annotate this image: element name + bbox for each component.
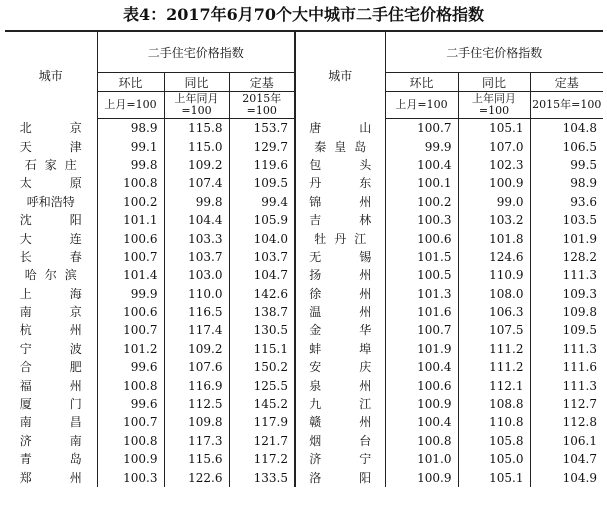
base-cell-left: 103.7 — [229, 248, 295, 266]
yoy-cell-right: 101.8 — [458, 229, 530, 247]
yoy-cell-right: 105.1 — [458, 468, 530, 486]
yoy-header-left: 同比 — [164, 73, 229, 92]
base-cell-left: 99.4 — [229, 193, 295, 211]
mom-header-left: 环比 — [97, 73, 164, 92]
mom-cell-left: 100.2 — [97, 193, 164, 211]
mom-cell-right: 101.5 — [385, 248, 458, 266]
city-cell-right — [295, 450, 385, 468]
table-row — [5, 340, 603, 358]
city-name: 哈尔滨 — [24, 268, 77, 283]
base-cell-left: 150.2 — [229, 358, 295, 376]
city-cell-left — [5, 248, 97, 266]
city-cell-right — [295, 395, 385, 413]
yoy-cell-right: 103.2 — [458, 211, 530, 229]
base-cell-left: 129.7 — [229, 137, 295, 155]
mom-cell-right: 100.8 — [385, 432, 458, 450]
yoy-cell-right: 124.6 — [458, 248, 530, 266]
index-group-header-left: 二手住宅价格指数 — [97, 31, 295, 73]
mom-cell-left: 100.7 — [97, 248, 164, 266]
base-cell-left: 125.5 — [229, 376, 295, 394]
base-cell-left: 142.6 — [229, 285, 295, 303]
yoy-cell-left: 103.3 — [164, 229, 229, 247]
base-cell-right: 112.7 — [530, 395, 603, 413]
base-cell-left: 104.0 — [229, 229, 295, 247]
mom-cell-right: 100.6 — [385, 229, 458, 247]
city-cell-right — [295, 119, 385, 138]
yoy-cell-left: 115.8 — [164, 119, 229, 138]
base-cell-right: 93.6 — [530, 193, 603, 211]
mom-cell-left: 99.6 — [97, 358, 164, 376]
mom-cell-right: 100.6 — [385, 376, 458, 394]
city-cell-left — [5, 229, 97, 247]
city-cell-left — [5, 358, 97, 376]
table-row — [5, 211, 603, 229]
city-name: 唐山 — [309, 120, 372, 135]
city-cell-left — [5, 156, 97, 174]
city-name: 牡丹江 — [314, 231, 367, 246]
base-cell-left: 105.9 — [229, 211, 295, 229]
city-cell-right — [295, 468, 385, 486]
table-row — [5, 395, 603, 413]
table-row — [5, 285, 603, 303]
city-cell-right — [295, 358, 385, 376]
mom-sub-header-left: 上月=100 — [97, 92, 164, 119]
yoy-header-right: 同比 — [458, 73, 530, 92]
city-cell-right — [295, 340, 385, 358]
yoy-cell-right: 100.9 — [458, 174, 530, 192]
table-row — [5, 450, 603, 468]
base-cell-left: 145.2 — [229, 395, 295, 413]
table-row — [5, 229, 603, 247]
yoy-cell-left: 109.2 — [164, 340, 229, 358]
table-row — [5, 303, 603, 321]
city-cell-left — [5, 321, 97, 339]
table-row — [5, 156, 603, 174]
mom-sub-header-right: 上月=100 — [385, 92, 458, 119]
mom-cell-left: 99.6 — [97, 395, 164, 413]
city-name: 石家庄 — [24, 157, 77, 172]
city-name: 福州 — [19, 378, 82, 393]
yoy-cell-left: 117.3 — [164, 432, 229, 450]
city-cell-right — [295, 303, 385, 321]
city-cell-right — [295, 266, 385, 284]
city-name: 无锡 — [309, 249, 372, 264]
table-row — [5, 248, 603, 266]
yoy-cell-left: 110.0 — [164, 285, 229, 303]
table-title: 表4：2017年6月70个大中城市二手住宅价格指数 — [122, 5, 485, 24]
city-name: 洛阳 — [309, 470, 372, 485]
mom-cell-left: 100.8 — [97, 174, 164, 192]
city-cell-right — [295, 413, 385, 431]
mom-cell-right: 100.9 — [385, 395, 458, 413]
city-cell-right — [295, 321, 385, 339]
mom-cell-right: 100.4 — [385, 358, 458, 376]
yoy-sub-header-right: 上年同月=100 — [458, 92, 530, 119]
base-cell-left: 130.5 — [229, 321, 295, 339]
base-header-left: 定基 — [229, 73, 295, 92]
city-cell-right — [295, 229, 385, 247]
yoy-cell-left: 122.6 — [164, 468, 229, 486]
mom-cell-left: 101.2 — [97, 340, 164, 358]
table-body — [5, 119, 603, 487]
city-name: 九江 — [309, 397, 372, 412]
city-cell-left — [5, 119, 97, 138]
mom-cell-left: 100.7 — [97, 321, 164, 339]
city-cell-left — [5, 303, 97, 321]
mom-cell-right: 99.9 — [385, 137, 458, 155]
yoy-sub-header-left: 上年同月=100 — [164, 92, 229, 119]
base-cell-right: 111.3 — [530, 266, 603, 284]
city-header-left: 城市 — [5, 31, 97, 119]
yoy-cell-left: 103.7 — [164, 248, 229, 266]
mom-cell-right: 100.4 — [385, 156, 458, 174]
mom-cell-left: 100.7 — [97, 413, 164, 431]
city-cell-left — [5, 137, 97, 155]
base-cell-right: 128.2 — [530, 248, 603, 266]
city-name: 包头 — [309, 157, 372, 172]
city-cell-left — [5, 340, 97, 358]
city-name: 南昌 — [19, 415, 82, 430]
yoy-cell-right: 111.2 — [458, 340, 530, 358]
table-row — [5, 432, 603, 450]
city-cell-left — [5, 211, 97, 229]
base-cell-right: 106.5 — [530, 137, 603, 155]
base-cell-left: 133.5 — [229, 468, 295, 486]
yoy-cell-left: 109.8 — [164, 413, 229, 431]
city-header-right: 城市 — [295, 31, 385, 119]
city-name: 长春 — [19, 249, 82, 264]
city-name: 温州 — [309, 305, 372, 320]
base-cell-right: 109.3 — [530, 285, 603, 303]
base-cell-right: 98.9 — [530, 174, 603, 192]
mom-cell-left: 100.6 — [97, 229, 164, 247]
base-cell-right: 112.8 — [530, 413, 603, 431]
city-name: 南京 — [19, 305, 82, 320]
city-name: 杭州 — [19, 323, 82, 338]
city-name: 安庆 — [309, 360, 372, 375]
city-name: 上海 — [19, 286, 82, 301]
base-cell-right: 111.3 — [530, 340, 603, 358]
city-name: 泉州 — [309, 378, 372, 393]
yoy-cell-left: 109.2 — [164, 156, 229, 174]
city-cell-right — [295, 137, 385, 155]
mom-cell-left: 99.9 — [97, 285, 164, 303]
mom-header-right: 环比 — [385, 73, 458, 92]
yoy-cell-right: 105.1 — [458, 119, 530, 138]
base-cell-right: 104.8 — [530, 119, 603, 138]
city-name: 秦皇岛 — [314, 139, 367, 154]
mom-cell-left: 100.6 — [97, 303, 164, 321]
base-cell-right: 109.8 — [530, 303, 603, 321]
table-row — [5, 321, 603, 339]
yoy-cell-left: 116.9 — [164, 376, 229, 394]
yoy-cell-right: 108.0 — [458, 285, 530, 303]
table-row — [5, 174, 603, 192]
base-cell-right: 106.1 — [530, 432, 603, 450]
city-name: 烟台 — [309, 433, 372, 448]
city-name: 徐州 — [309, 286, 372, 301]
base-cell-right: 101.9 — [530, 229, 603, 247]
mom-cell-left: 100.8 — [97, 376, 164, 394]
mom-cell-right: 101.0 — [385, 450, 458, 468]
city-name: 青岛 — [19, 452, 82, 467]
base-cell-left: 115.1 — [229, 340, 295, 358]
yoy-cell-left: 107.4 — [164, 174, 229, 192]
yoy-cell-left: 117.4 — [164, 321, 229, 339]
table-row — [5, 468, 603, 486]
yoy-cell-left: 112.5 — [164, 395, 229, 413]
city-cell-right — [295, 211, 385, 229]
city-name: 宁波 — [19, 341, 82, 356]
base-cell-left: 119.6 — [229, 156, 295, 174]
city-name: 丹东 — [309, 176, 372, 191]
yoy-cell-right: 102.3 — [458, 156, 530, 174]
table-row — [5, 376, 603, 394]
mom-cell-right: 100.7 — [385, 321, 458, 339]
mom-cell-right: 100.4 — [385, 413, 458, 431]
index-group-header-right: 二手住宅价格指数 — [385, 31, 603, 73]
mom-cell-left: 100.3 — [97, 468, 164, 486]
mom-cell-left: 99.8 — [97, 156, 164, 174]
city-cell-left — [5, 174, 97, 192]
yoy-cell-right: 112.1 — [458, 376, 530, 394]
base-cell-right: 104.9 — [530, 468, 603, 486]
mom-cell-left: 99.1 — [97, 137, 164, 155]
table-row — [5, 137, 603, 155]
table-row — [5, 193, 603, 211]
mom-cell-left: 98.9 — [97, 119, 164, 138]
yoy-cell-left: 115.0 — [164, 137, 229, 155]
mom-cell-right: 100.9 — [385, 468, 458, 486]
base-cell-right: 99.5 — [530, 156, 603, 174]
city-name: 锦州 — [309, 194, 372, 209]
city-name: 北京 — [19, 120, 82, 135]
city-cell-right — [295, 432, 385, 450]
yoy-cell-left: 107.6 — [164, 358, 229, 376]
price-index-table — [5, 30, 603, 487]
mom-cell-left: 100.9 — [97, 450, 164, 468]
city-cell-left — [5, 376, 97, 394]
city-name: 太原 — [19, 176, 82, 191]
yoy-cell-left: 116.5 — [164, 303, 229, 321]
city-name: 沈阳 — [19, 213, 82, 228]
city-cell-right — [295, 174, 385, 192]
city-cell-left — [5, 450, 97, 468]
base-cell-left: 109.5 — [229, 174, 295, 192]
city-cell-right — [295, 376, 385, 394]
city-name: 合肥 — [19, 360, 82, 375]
yoy-cell-left: 104.4 — [164, 211, 229, 229]
yoy-cell-right: 107.0 — [458, 137, 530, 155]
city-cell-right — [295, 285, 385, 303]
base-cell-left: 104.7 — [229, 266, 295, 284]
city-name: 蚌埠 — [309, 341, 372, 356]
mom-cell-left: 101.1 — [97, 211, 164, 229]
city-cell-left — [5, 432, 97, 450]
mom-cell-right: 100.1 — [385, 174, 458, 192]
yoy-cell-right: 99.0 — [458, 193, 530, 211]
table-row — [5, 413, 603, 431]
table-row — [5, 358, 603, 376]
city-cell-left — [5, 266, 97, 284]
city-cell-left — [5, 468, 97, 486]
city-cell-left — [5, 395, 97, 413]
table-row — [5, 119, 603, 138]
mom-cell-left: 100.8 — [97, 432, 164, 450]
base-sub-header-right: 2015年=100 — [530, 92, 603, 119]
mom-cell-right: 100.3 — [385, 211, 458, 229]
mom-cell-right: 100.2 — [385, 193, 458, 211]
city-name: 济宁 — [309, 452, 372, 467]
yoy-cell-right: 110.8 — [458, 413, 530, 431]
city-name: 大连 — [19, 231, 82, 246]
base-cell-left: 138.7 — [229, 303, 295, 321]
city-name: 赣州 — [309, 415, 372, 430]
city-cell-left — [5, 193, 97, 211]
city-name: 郑州 — [19, 470, 82, 485]
city-name: 吉林 — [309, 213, 372, 228]
yoy-cell-right: 108.8 — [458, 395, 530, 413]
base-cell-right: 103.5 — [530, 211, 603, 229]
mom-cell-right: 101.6 — [385, 303, 458, 321]
base-cell-right: 111.6 — [530, 358, 603, 376]
city-cell-left — [5, 413, 97, 431]
yoy-cell-left: 103.0 — [164, 266, 229, 284]
base-cell-left: 153.7 — [229, 119, 295, 138]
table-row — [5, 266, 603, 284]
city-name: 金华 — [309, 323, 372, 338]
city-cell-left — [5, 285, 97, 303]
city-name: 扬州 — [309, 268, 372, 283]
city-cell-right — [295, 193, 385, 211]
city-cell-right — [295, 248, 385, 266]
yoy-cell-right: 105.8 — [458, 432, 530, 450]
city-name: 呼和浩特 — [26, 194, 75, 209]
yoy-cell-right: 111.2 — [458, 358, 530, 376]
mom-cell-right: 100.7 — [385, 119, 458, 138]
mom-cell-right: 101.9 — [385, 340, 458, 358]
city-name: 天津 — [19, 139, 82, 154]
yoy-cell-right: 110.9 — [458, 266, 530, 284]
mom-cell-right: 101.3 — [385, 285, 458, 303]
base-header-right: 定基 — [530, 73, 603, 92]
mom-cell-right: 100.5 — [385, 266, 458, 284]
base-sub-header-left: 2015年=100 — [229, 92, 295, 119]
base-cell-right: 111.3 — [530, 376, 603, 394]
base-cell-left: 117.9 — [229, 413, 295, 431]
yoy-cell-right: 106.3 — [458, 303, 530, 321]
city-cell-right — [295, 156, 385, 174]
city-name: 厦门 — [19, 397, 82, 412]
base-cell-right: 109.5 — [530, 321, 603, 339]
yoy-cell-right: 107.5 — [458, 321, 530, 339]
mom-cell-left: 101.4 — [97, 266, 164, 284]
base-cell-right: 104.7 — [530, 450, 603, 468]
base-cell-left: 117.2 — [229, 450, 295, 468]
yoy-cell-left: 99.8 — [164, 193, 229, 211]
yoy-cell-right: 105.0 — [458, 450, 530, 468]
yoy-cell-left: 115.6 — [164, 450, 229, 468]
city-name: 济南 — [19, 433, 82, 448]
base-cell-left: 121.7 — [229, 432, 295, 450]
